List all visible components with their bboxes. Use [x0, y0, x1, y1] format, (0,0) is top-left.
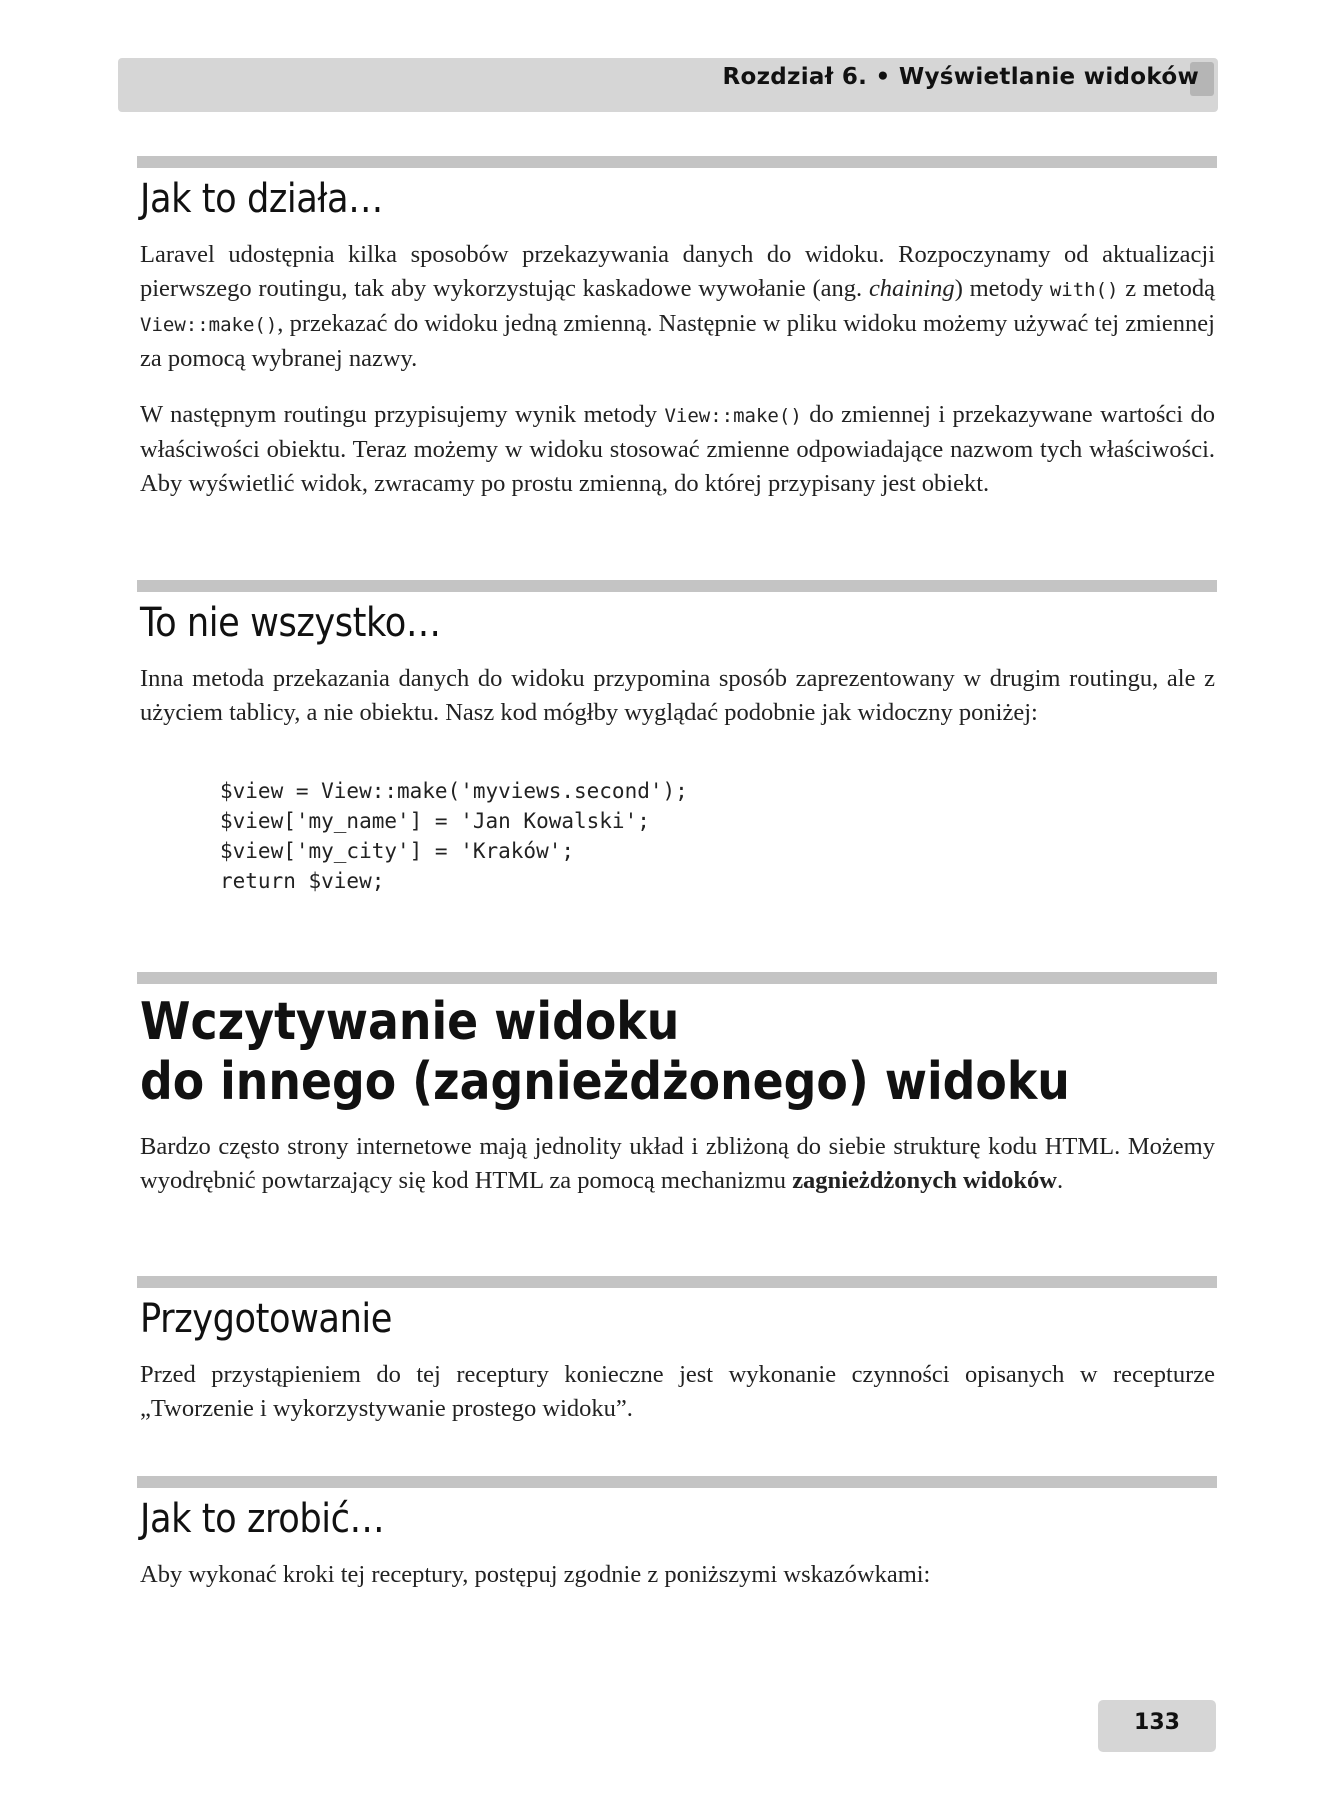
chapter-section-title — [140, 992, 1070, 1112]
code-line: $view['my_name'] = 'Jan Kowalski'; — [220, 809, 650, 833]
paragraph-preparation-1: Przed przystąpieniem do tej receptury konieczne jest wykonanie czynności opisanych w recepturze „Tworzenie i wykorzystywanie prostego widoku”. — [140, 1361, 1215, 1422]
title-line-2: do innego (zagnieżdżonego) widoku — [140, 1052, 1070, 1112]
paragraph-how-it-works-1: Laravel udostępnia kilka sposobów przekazywania danych do widoku. Rozpoczynamy od aktualizacji pierwszego routingu, tak aby wykorzystując kaskadowe wywołanie (ang. chaining) metody with() z metodą View::make(), przekazać do widoku jedną zmienną. Następnie w pliku widoku możemy używać tej zmiennej za pomocą wybranej nazwy. — [140, 241, 1215, 372]
paragraph-nested-1: Bardzo często strony internetowe mają jednolity układ i zbliżoną do siebie strukturę kodu HTML. Możemy wyodrębnić powtarzający się kod HTML za pomocą mechanizmu zagnieżdżonych widoków. — [140, 1133, 1215, 1194]
section-rule — [137, 580, 1217, 592]
page-number: 133 — [1134, 1710, 1180, 1735]
heading-preparation: Przygotowanie — [140, 1296, 392, 1342]
heading-how-to: Jak to zrobić… — [140, 1496, 385, 1542]
title-line-1: Wczytywanie widoku — [140, 992, 680, 1052]
code-line: return $view; — [220, 869, 385, 893]
code-block — [220, 776, 688, 896]
running-header-title: Rozdział 6. • Wyświetlanie widoków — [722, 64, 1199, 90]
paragraph-more-1: Inna metoda przekazania danych do widoku przypomina sposób zaprezentowany w drugim routingu, ale z użyciem tablicy, a nie obiektu. Nasz kod mógłby wyglądać podobnie jak widoczny poniżej: — [140, 665, 1215, 726]
heading-more: To nie wszystko… — [140, 600, 441, 646]
heading-how-it-works: Jak to działa… — [140, 176, 383, 222]
code-line: $view = View::make('myviews.second'); — [220, 779, 688, 803]
section-rule — [137, 156, 1217, 168]
paragraph-how-it-works-2: W następnym routingu przypisujemy wynik metody View::make() do zmiennej i przekazywane wartości do właściwości obiektu. Teraz możemy w widoku stosować zmienne odpowiadające nazwom tych właściwości. Aby wyświetlić widok, zwracamy po prostu zmienną, do której przypisany jest obiekt. — [140, 401, 1215, 497]
section-rule — [137, 1276, 1217, 1288]
paragraph-how-to-1: Aby wykonać kroki tej receptury, postępuj zgodnie z poniższymi wskazówkami: — [140, 1561, 931, 1588]
code-line: $view['my_city'] = 'Kraków'; — [220, 839, 575, 863]
section-rule — [137, 1476, 1217, 1488]
section-rule — [137, 972, 1217, 984]
